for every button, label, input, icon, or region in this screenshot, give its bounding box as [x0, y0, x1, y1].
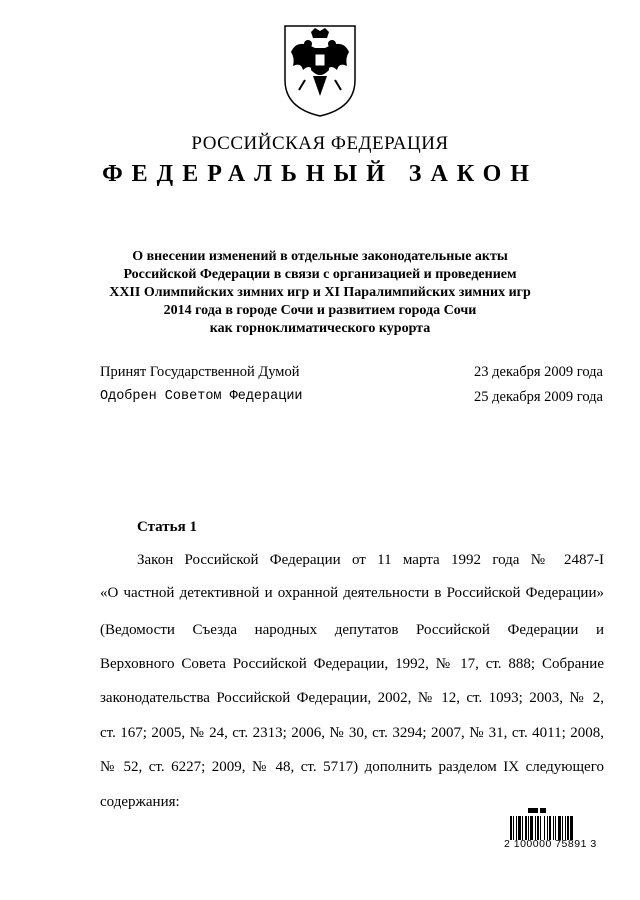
article-line: законодательства Российской Федерации, 2002, № 12, ст. 1093; 2003, № 2,: [100, 690, 604, 706]
article-line: ст. 167; 2005, № 24, ст. 2313; 2006, № 30, ст. 3294; 2007, № 31, ст. 4011; 2008,: [100, 725, 604, 741]
law-title-line: Российской Федерации в связи с организацией и проведением: [123, 267, 517, 282]
article-line: Верховного Совета Российской Федерации, 1992, № 17, ст. 888; Собрание: [100, 656, 604, 672]
adopted-by-duma-label: Принят Государственной Думой: [100, 364, 300, 380]
law-title: [60, 248, 580, 338]
article-line: № 52, ст. 6227; 2009, № 48, ст. 5717) дополнить разделом IX следующего: [100, 759, 604, 775]
article-line: Закон Российской Федерации от 11 марта 1992 года № 2487-I: [137, 552, 604, 568]
barcode-number: 2 100000 75891 3: [504, 838, 597, 850]
article-line: «О частной детективной и охранной деятельности в Российской Федерации»: [100, 585, 604, 601]
law-title-line: как горноклиматического курорта: [209, 321, 431, 336]
approved-by-council-date: 25 декабря 2009 года: [474, 389, 603, 405]
article-line: содержания:: [100, 794, 180, 810]
law-title-line: 2014 года в городе Сочи и развитием города Сочи: [163, 303, 477, 318]
russian-coat-of-arms-icon: [275, 18, 365, 118]
article-line: (Ведомости Съезда народных депутатов Российской Федерации и: [100, 622, 604, 638]
document-type: ФЕДЕРАЛЬНЫЙ ЗАКОН: [102, 161, 538, 187]
law-title-line: XXII Олимпийских зимних игр и XI Паралимпийских зимних игр: [109, 285, 531, 300]
country-name: РОССИЙСКАЯ ФЕДЕРАЦИЯ: [191, 133, 449, 154]
article-heading: Статья 1: [137, 519, 197, 535]
adopted-by-duma-date: 23 декабря 2009 года: [474, 364, 603, 380]
approved-by-council-label: Одобрен Советом Федерации: [100, 389, 303, 404]
law-title-line: О внесении изменений в отдельные законодательные акты: [132, 249, 508, 264]
